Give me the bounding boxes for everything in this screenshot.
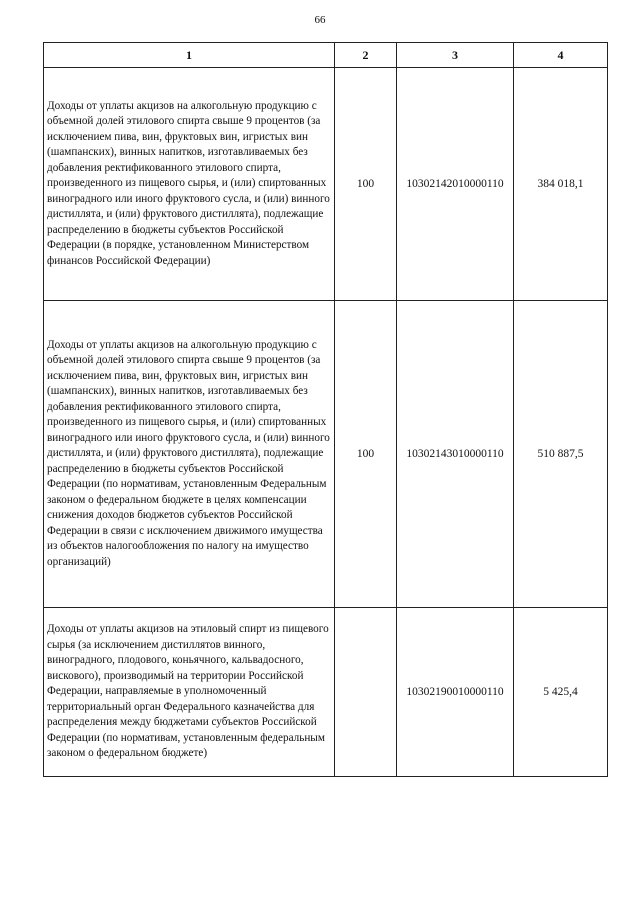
administrator-code: 100 (335, 68, 397, 301)
revenue-description: Доходы от уплаты акцизов на этиловый спирт из пищевого сырья (за исключением дистиллятов винного, виноградного, плодового, коньячного, кальвадосного, вискового), производимый на территории Российской Федерации, направляемые в уполномоченный территориальный орган Федерального казначейства для распределения между бюджетами субъектов Российской Федерации (по нормативам, установленным федеральным законом о федеральном бюджете) (44, 608, 335, 777)
budget-classification-code: 10302142010000110 (397, 68, 514, 301)
revenue-amount: 384 018,1 (514, 68, 608, 301)
budget-classification-code: 10302190010000110 (397, 608, 514, 777)
revenue-description: Доходы от уплаты акцизов на алкогольную продукцию с объемной долей этилового спирта свыше 9 процентов (за исключением пива, вин, фруктовых вин, игристых вин (шампанских), винных напитков, изготавливаемых без добавления ректификованного этилового спирта, произведенного из пищевого сырья, и (или) спиртованных виноградного или иного фруктового сусла, и (или) винного дистиллята, и (или) фруктового дистиллята), подлежащие распределению в бюджеты субъектов Российской Федерации (в порядке, установленном Министерством финансов Российской Федерации) (44, 68, 335, 301)
column-header-4: 4 (514, 43, 608, 68)
revenue-description: Доходы от уплаты акцизов на алкогольную продукцию с объемной долей этилового спирта свыше 9 процентов (за исключением пива, вин, фруктовых вин, игристых вин (шампанских), винных напитков, изготавливаемых без добавления ректификованного этилового спирта, произведенного из пищевого сырья, и (или) спиртованных виноградного или иного фруктового сусла, и (или) винного дистиллята, и (или) фруктового дистиллята), подлежащие распределению в бюджеты субъектов Российской Федерации (по нормативам, установленным Федеральным законом о федеральном бюджете в целях компенсации снижения доходов бюджетов субъектов Российской Федерации в связи с исключением движимого имущества из объектов налогообложения по налогу на имущество организаций) (44, 301, 335, 608)
table-row (44, 608, 608, 777)
page-number: 66 (314, 14, 326, 26)
column-header-1: 1 (44, 43, 335, 68)
revenue-amount: 510 887,5 (514, 301, 608, 608)
administrator-code (335, 608, 397, 777)
table-row (44, 68, 608, 301)
revenue-amount: 5 425,4 (514, 608, 608, 777)
table-row (44, 301, 608, 608)
administrator-code: 100 (335, 301, 397, 608)
table-header-row (44, 43, 608, 68)
budget-classification-code: 10302143010000110 (397, 301, 514, 608)
column-header-3: 3 (397, 43, 514, 68)
revenue-table (43, 42, 608, 777)
column-header-2: 2 (335, 43, 397, 68)
